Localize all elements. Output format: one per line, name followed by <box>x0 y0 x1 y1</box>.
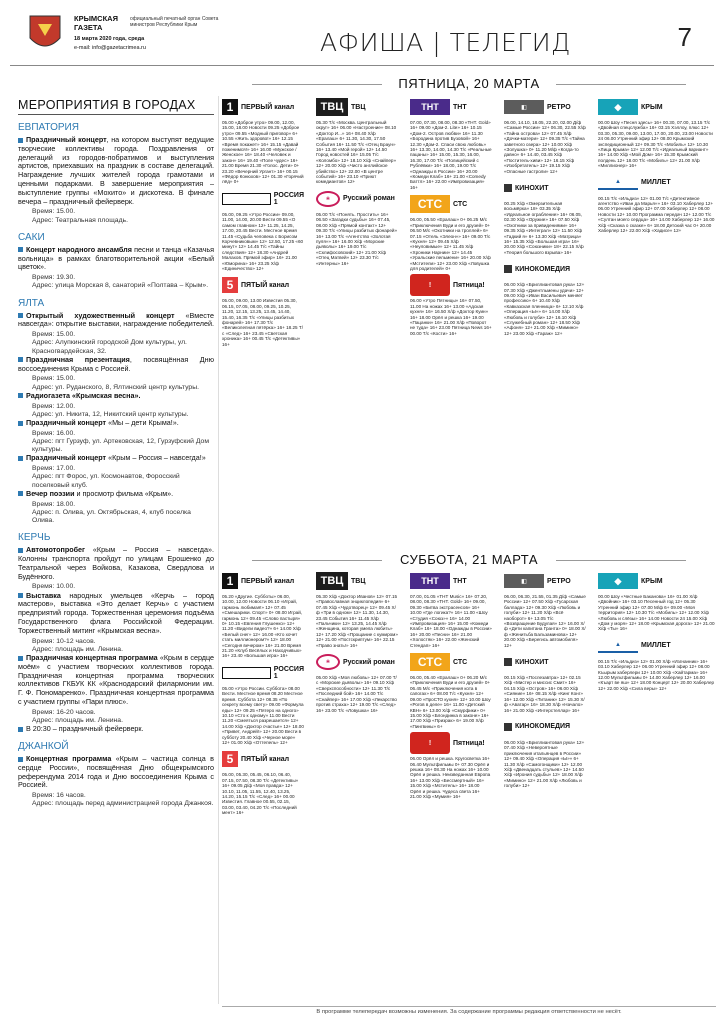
channel-header <box>598 570 716 592</box>
day-header-friday: ПЯТНИЦА, 20 МАРТА <box>222 76 716 91</box>
event-place: Адрес: улица Морская 8, санаторий «Полтава – Крым». <box>32 282 209 290</box>
event-item <box>18 419 214 428</box>
channel-block <box>410 193 492 271</box>
channel-block <box>316 570 398 648</box>
retro-logo-icon: ◧ <box>504 574 544 588</box>
event-time: Время: 15.00. <box>32 208 76 216</box>
sts-logo-icon: СТС <box>410 195 450 213</box>
channel-block <box>316 651 398 713</box>
channel-block <box>504 651 586 713</box>
channel-header <box>410 193 492 215</box>
event-text: , посвящённая Дню воссоединения Крыма с Россией. <box>18 354 214 373</box>
event-item <box>18 356 214 374</box>
event-time: Время: 12.00. <box>32 402 76 410</box>
tvc-logo-icon: ТВЦ <box>316 98 348 116</box>
tv-column-2-friday <box>316 96 398 546</box>
kino-logo-icon <box>504 723 512 731</box>
event-title: Концерт народного ансамбля <box>26 244 132 254</box>
channel-name: Русский роман <box>343 658 395 666</box>
event-place: Адрес: Алупкинский городской Дом культуры, ул. Красногвардейская, 32. <box>32 339 187 355</box>
channel-name: Пятница! <box>453 739 485 747</box>
channel-header <box>504 651 586 673</box>
channel-schedule: 05.20 «Другие. Субботы» 06.00, 10.00, 12.00 Новости 06.10 «Играй, гармонь любимая!» 12+ 07.45 «Смешарики. Спорт» 0+ 08.00 Играй, гармонь 12+ 09.45 «Слово пастыря» 0+ 10.15 «Евгения Глушенко» 12+ 11.20 «Видели видео?» 6+ 14.00 Х/ф «Белый снег» 12+ 16.00 «Кто хочет стать миллионером?» 12+ 18.00 «Сегодня вечером» 16+ 21.00 Время 21.20 «Клуб Весёлых и Находчивых» 16+ 23.40 «Большая игра» 16+ <box>222 594 303 659</box>
bullet-icon <box>18 138 23 143</box>
bullet-icon <box>18 593 23 598</box>
channel-5-logo-icon: 5 <box>222 277 238 293</box>
millet-logo-icon: ▲ <box>598 639 638 653</box>
channel-header <box>504 177 586 199</box>
channel-schedule: 00.15 Х/ф «Послезавтра» 12+ 02.15 Х/ф «Мистер и миссис Смит» 16+ 04.15 Х/ф «Остров» 16+ 06.00 Х/ф «Сияние» 16+ 08.15 Х/ф «Кинг Конг» 16+ 12.00 Х/ф «Титаник» 12+ 15.30 Х/ф «Аватар» 16+ 18.30 Х/ф «Начало» 16+ 21.00 Х/ф «Интерстеллар» 16+ <box>504 675 585 713</box>
event-title: Выставка <box>26 590 61 600</box>
city-heading: ЕВПАТОРИЯ <box>18 122 79 133</box>
event-text: народных умельцев «Керчь – город мастеров», выставка «Это делает Керчь» с участием предприятий города. Торжественная церемония подъёма Государственного флага Российской Федерации. Торжественный митинг «Крымская весна». <box>18 590 214 635</box>
footer-note: В программе телепередач возможны изменения. За содержание программы редакция ответственности не несёт. <box>222 1006 716 1015</box>
kino-logo-icon <box>504 658 512 666</box>
channel-header <box>598 635 716 657</box>
channel-schedule: 06.00 Х/ф «Бриллиантовая рука» 12+ 07.40 Х/ф «Невероятные приключения итальянцев в России» 12+ 09.40 Х/ф «Операция «Ы»» 6+ 11.30 Х/ф «Самогонщики» 12+ 12.00 Х/ф «Двенадцать стульев» 12+ 14.50 Х/ф «Ирония судьбы» 12+ 18.00 Х/ф «Мимино» 12+ 21.00 Х/ф «Любовь и голуби» 12+ <box>504 739 585 789</box>
channel-name: РОССИЯ 1 <box>273 191 304 206</box>
channel-block <box>504 96 586 174</box>
event-title: Вечер поэзии <box>26 488 75 498</box>
channel-block <box>504 570 586 648</box>
tv-column-1-saturday <box>222 570 304 1004</box>
channel-5-logo-icon: 5 <box>222 751 238 767</box>
bullet-icon <box>18 727 23 732</box>
channel-name: Пятница! <box>453 281 485 289</box>
bullet-icon <box>18 491 23 496</box>
channel-schedule: 06.00 Х/ф «Бриллиантовая рука» 12+ 07.30 Х/ф «Джентльмены удачи» 12+ 09.00 Х/ф «Иван Васильевич меняет профессию» 6+ 10.40 Х/ф «Кавказская пленница» 6+ 12.10 Х/ф «Операция «Ы»» 6+ 14.00 Х/ф «Любовь и голуби» 12+ 16.10 Х/ф «Служебный роман» 12+ 18.50 Х/ф «Афоня» 12+ 21.00 Х/ф «Мимино» 12+ 23.00 Х/ф «Гараж» 12+ <box>504 282 585 336</box>
event-text: и просмотр фильма «Крым». <box>74 488 174 498</box>
channel-header <box>410 570 492 592</box>
channel-name: МИЛЛЕТ <box>641 642 671 650</box>
channel-block <box>316 96 398 185</box>
channel-block <box>410 570 492 648</box>
event-text: «Крым – Россия – навсегда!» <box>106 453 206 463</box>
tv-column-3-saturday <box>410 570 492 1004</box>
channel-header <box>410 96 492 118</box>
event-item <box>18 392 214 401</box>
channel-schedule: 06.00, 05.40 «Ералаш» 0+ 06.20 М/с «Приключения Вуди и его друзей» 0+ 06.45 М/с «Приключения кота в сапогах» 6+ 08.00 Т/с «Кухня» 12+ 09.00 «ПроСТО кухня» 12+ 10.00 Шоу «Рогов в деле» 16+ 11.00 «Детский КВН» 6+ 13.00 Х/ф «Смурфики» 0+ 15.00 Х/ф «Блондинка в законе» 16+ 17.00 Х/ф «Призрак» 6+ 19.00 Х/ф «Пингвины» 6+ <box>410 675 491 729</box>
event-place: Адрес: ул. Руданского, 8, Ялтинский центр культуры. <box>32 383 199 391</box>
event-place: Адрес: Театральная площадь. <box>32 216 128 224</box>
channel-header <box>222 96 304 118</box>
event-item <box>18 592 214 636</box>
channel-schedule: 05.00, 09.00, 13.00 Известия 05.30, 06.15, 07.05, 08.00, 09.25, 10.25, 11.20, 12.15, 13.25, 13.45, 14.40, 15.40, 16.35 Т/с «Улицы разбитых фонарей» 16+ 17.30 Т/с «Великолепная пятёрка» 16+ 18.25 Т/с «След» 16+ 23.45 «Светская хроника» 16+ 00.45 Т/с «Детективы» 16+ <box>222 298 303 347</box>
event-place: Адрес: площадь им. Ленина. <box>32 645 123 653</box>
channel-block <box>410 651 492 729</box>
channel-schedule: 05.00 «Утро России. Суббота» 08.00 Вести. Местное время 08.20 Местное время. Суббота 12+ 08.35 «По секрету всему свету» 09.00 «Формула еды» 12+ 09.25 «Пятеро на одного» 10.10 «Сто к одному» 11.00 Вести 11.20 «Смеяться разрешается» 12+ 14.00 Х/ф «Доктор счастье» 12+ 18.00 «Привет, Андрей!» 12+ 20.00 Вести в субботу 20.40 Х/ф «Черное море» 12+ 01.00 Х/ф «Оттепель» 12+ <box>222 685 304 745</box>
day-header-saturday: СУББОТА, 21 МАРТА <box>222 552 716 567</box>
channel-header <box>316 188 398 210</box>
channel-schedule: 05.00, 05.30, 05.45, 06.10, 06.40, 07.15, 07.50, 08.30 Т/с «Детективы» 16+ 09.05 Д/ф «Моя правда» 12+ 10.10, 11.05, 11.55, 12.40, 13.25, 14.20, 15.15 Т/с «След» 16+ 00.00 Известия. Главное 00.55, 02.15, 03.00, 03.40, 04.20 Т/с «Последний мент» 16+ <box>222 772 299 816</box>
channel-name: ТВЦ <box>351 577 366 585</box>
channel-block <box>316 188 398 266</box>
channel-block <box>410 96 492 190</box>
bullet-icon <box>18 656 23 661</box>
channel-one-logo-icon: 1 <box>222 573 238 589</box>
film-icon <box>504 265 512 273</box>
event-time: Время: 15.00. <box>32 331 76 339</box>
tv-column-5-saturday <box>598 570 716 1004</box>
city-heading: КЕРЧЬ <box>18 532 51 544</box>
coat-of-arms-logo <box>20 12 70 56</box>
bullet-icon <box>18 421 23 426</box>
channel-header <box>222 748 304 770</box>
channel-name: МИЛЛЕТ <box>641 179 671 187</box>
channel-header <box>316 96 398 118</box>
russian-roman-logo-icon: ❀ <box>316 654 340 670</box>
bullet-icon <box>18 456 23 461</box>
event-time: Время: 18.00. <box>32 500 76 508</box>
event-item <box>18 136 214 206</box>
channel-block <box>222 96 304 185</box>
channel-header <box>316 651 398 673</box>
pyatnica-logo-icon: ! <box>410 274 450 296</box>
event-time: Время: 17.00. <box>32 465 76 473</box>
issue-date: 18 марта 2020 года, среда <box>74 36 145 42</box>
channel-schedule: 00.25 Х/ф «Омерзительная восьмёрка» 18+ 03.35 Х/ф «Идеальное ограбление» 16+ 06.05, 02.30 Х/ф «Оружие» 16+ 07.50 Х/ф «Охотники за привидениями» 16+ 09.35 Х/ф «Интеграл» 12+ 11.50 Х/ф «Гадкий я» 6+ 13.30 Х/ф «Матрица» 16+ 15.35 Х/ф «Большая игра» 16+ 20.00 Х/ф «Союзники» 18+ 22.15 Х/ф «Теория большого взрыва» 16+ <box>504 201 584 255</box>
channel-name: РЕТРО <box>547 577 571 585</box>
channel-schedule: 05.00 Х/ф «Моя любовь» 12+ 07.00 Т/с «Морские дьяволы» 16+ 09.10 Х/ф «Сверхспособности» 12+ 11.30 Т/с «Последний бой» 16+ 14.00 Т/с «Снайпер» 16+ 17.00 Х/ф «Лекарство против страха» 12+ 19.00 Т/с «След» 16+ 23.00 Т/с «Ловушка» 16+ <box>316 675 397 713</box>
channel-header <box>504 570 586 592</box>
channel-name: КРЫМ <box>641 577 663 585</box>
channel-header <box>598 96 716 118</box>
bullet-icon <box>18 757 23 762</box>
paper-name: КРЫМСКАЯ ГАЗЕТА <box>74 14 118 32</box>
event-place: Адрес: площадь перед администрацией города Джанкоя. <box>32 800 214 808</box>
channel-schedule: 05.00 Т/с «Понять. Простить» 16+ 06.50 «Загадки судьбы» 16+ 07.45, 08.00 Х/ф «Прямой контакт» 12+ 09.30 Т/с «Улицы разбитых фонарей» 16+ 13.00 Т/с «Агентство «Золотая пуля»» 16+ 16.00 Х/ф «Морские дьяволы» 16+ 19.00 Т/с «Склифосовский» 12+ 21.00 Х/ф «Отец Матвей» 12+ 23.30 Т/с «Интерны» 16+ <box>316 211 397 266</box>
millet-logo-icon: ▲ <box>598 176 638 190</box>
channel-block <box>504 716 586 789</box>
event-item <box>18 246 214 272</box>
event-place: Адрес: пгт Форос, ул. Космонавтов, Форосский поселковый клуб. <box>32 473 180 489</box>
channel-schedule: 06.00 «Утро Пятницы» 16+ 07.50, 11.00 На ножах 16+ 13.00 «Адская кухня» 16+ 16.50 Х/ф «Доктор Куин» 16+ 18.00 Орёл и решка 16+ 19.00 «Пацанки» 16+ 21.00 Х/ф «Поворот не туда» 16+ 23.00 Пятница News 16+ 00.00 Т/с «Кости» 16+ <box>410 298 492 336</box>
russian-roman-logo-icon: ❀ <box>316 191 340 207</box>
issue-email: e-mail: info@gazetacrimea.ru <box>74 45 146 51</box>
russia-1-logo-icon <box>222 667 271 679</box>
channel-name: КИНОХИТ <box>515 658 549 666</box>
event-time: Время: 16 часов. <box>32 792 86 800</box>
channel-schedule: 05.00, 09.25 «Утро России» 09.00, 11.00, 14.00, 20.00 Вести 09.55 «О самом главном» 12+ 11.25, 14.25, 17.00, 20.45 Вести. Местное время 11.45 «Судьба человека с Борисом Корчевниковым» 12+ 12.50, 17.25 «60 минут» 12+ 14.45 Т/с «Тайны следствия» 12+ 18.30 «Андрей Малахов. Прямой эфир» 16+ 21.00 «Юморина» 16+ 23.25 Х/ф «Единичество» 12+ <box>222 211 304 271</box>
channel-name: КИНОКОМЕДИЯ <box>515 265 571 273</box>
channel-name: КИНОКОМЕДИЯ <box>515 723 571 731</box>
page-number: 7 <box>677 22 692 52</box>
channel-name: Русский роман <box>343 195 395 203</box>
channel-header <box>504 258 586 280</box>
event-item <box>18 490 214 499</box>
bullet-icon <box>18 393 23 398</box>
event-text: , на котором выступят ведущие творческие коллективы города. Поздравления от делегаций из городов-побратимов и выступления артистов, приехавших на праздник в составе делегаций. Награждение лучших жителей города грамотами и ценными подарками. В завершение мероприятия – выступление группы «Мохито» и дискотека. В финале вечера – праздничный фейерверк. <box>18 135 214 206</box>
tnt-logo-icon: ТНТ <box>410 99 450 115</box>
tv-column-5-friday <box>598 96 716 546</box>
channel-name: ПЯТЫЙ канал <box>241 755 290 763</box>
sts-logo-icon: СТС <box>410 653 450 671</box>
event-title: Праздничная презентация <box>26 354 130 364</box>
tvc-logo-icon: ТВЦ <box>316 572 348 590</box>
event-text: «Крым в сердце моём» с участием творческих коллективов города. Праздничная концертная программа творческих коллективов ГКБУК КК «Краснодарский филармонии им. Г. Ф. Пономаренко». Праздничная концертная программа с участием группы «Пари плюс». <box>18 652 215 706</box>
kino-logo-icon <box>504 184 512 192</box>
channel-block <box>222 274 304 347</box>
channel-name: ТНТ <box>453 577 467 585</box>
russia-1-logo-icon <box>222 193 271 205</box>
event-title: Автомотопробег <box>26 545 86 555</box>
channel-schedule: 07.00, 01.05 «ТНТ Music» 16+ 07.20, 08.00, 08.30 «ТНТ. Gold» 16+ 09.00, 09.30 «Битва экстрасенсов» 16+ 10.00 «Где логика?» 16+ 11.00 «Шоу «Студия «Союз»» 16+ 14.00 «Импровизация» 16+ 15.00 «Комеди Клаб» 16+ 18.00 «Однажды в России» 16+ 20.00 «Песни» 16+ 21.00 «Холостяк» 16+ 22.00 «Женский Стендап» 16+ <box>410 594 492 648</box>
city-heading: ДЖАНКОЙ <box>18 740 69 752</box>
event-time: Время: 10.00. <box>32 583 76 591</box>
channel-name: ПЯТЫЙ канал <box>241 281 290 289</box>
tv-column-4-saturday <box>504 570 586 1004</box>
event-time: Время: 10-12 часов. <box>32 637 96 645</box>
event-place: Адрес: ул. Никита, 12, Никитский центр культуры. <box>32 410 189 418</box>
channel-block <box>598 96 716 169</box>
krym-logo-icon: ◆ <box>598 573 638 589</box>
bullet-icon <box>18 313 23 318</box>
channel-block <box>222 748 304 815</box>
channel-name: СТС <box>453 658 468 666</box>
event-item <box>18 755 214 790</box>
events-title: МЕРОПРИЯТИЯ В ГОРОДАХ <box>18 98 214 115</box>
channel-schedule: 06.00, 14.10, 18.05, 22.20, 02.00 Д/ф «Самые России» 12+ 06.30, 22.55 Х/ф «Тайна острова» 12+ 07.45 Х/ф «Дочки-матери» 12+ 09.35 Т/с «Тайна заветного озера» 12+ 10.00 Х/ф «Золушка» 0+ 11.20 М/ф «Когда-то давно» 6+ 14.40, 03.45 Х/ф «Поститель-хиви» 12+ 16.15 Х/ф «Изобретатель» 12+ 19.15 Х/ф «Опасные гастроли» 12+ <box>504 120 586 174</box>
event-time: Время: 16.00. <box>32 429 76 437</box>
channel-schedule: 06.00, 06.30, 21.55, 01.35 Д/ф «Самые России» 12+ 07.50 Х/ф «Гусарская баллада» 12+ 09.30 Х/ф «Любовь и голуби» 12+ 11.20 Х/ф «Всё наоборот» 6+ 13.05 Т/с «Возвращение Будулая» 12+ 16.00 Х/ф «Дети капитана Гранта» 0+ 18.00 Х/ф «Женитьба Бальзаминова» 12+ 20.00 Х/ф «Берегись автомобиля» 12+ <box>504 594 586 648</box>
film-icon <box>504 184 512 192</box>
krym-logo-icon: ◆ <box>598 99 638 115</box>
channel-schedule: 05.30 Х/ф «Доктор Иванов» 12+ 07.15 «Православная энциклопедия» 6+ 07.45 Х/ф «Чудотворец» 12+ 09.45 Х/ф «Три в одном» 12+ 11.30, 14.30, 23.45 События 16+ 11.45 Х/ф «Пальчики» 12+ 13.25, 14.45 Х/ф «Женщина, которая умела любить» 12+ 17.20 Х/ф «Прощание с кумиром» 12+ 21.00 «Постскриптум» 16+ 22.15 «Право знать!» 16+ <box>316 594 398 648</box>
channel-block <box>504 177 586 255</box>
channel-name: ТНТ <box>453 103 467 111</box>
channel-schedule: 00.00 Шоу «Песня здесь» 16+ 00.30, 07.00, 13.15 Т/с «Двойная спецслужба» 16+ 03.15 Хэллоу, плюс 12+ 03.30, 05.30, 09.00, 13.00, 17.00, 20.00, 23.00 Новости 24 06.00 Утренний эфир 12+ 08.00 Крымский экспедиционный 12+ 09.30 Т/с «Мобиль» 12+ 10.30 «Лица Крыма» 12+ 12.00 Т/с «Идеальный вариант» 16+ 14.00 Х/ф «Мой Дом» 16+ 15.30 Крымский полдень 12+ 18.00 Т/с «Мобиль» 12+ 21.00 Х/ф «Миллионер» 16+ <box>598 120 713 169</box>
event-item <box>18 312 214 330</box>
tnt-logo-icon: ТНТ <box>410 573 450 589</box>
kino-logo-icon <box>504 265 512 273</box>
event-title: Открытый художественный концерт <box>26 310 175 320</box>
event-item <box>18 725 214 734</box>
channel-name: СТС <box>453 200 468 208</box>
event-title: Праздничная концертная программа <box>26 652 158 662</box>
section-title: АФИША | ТЕЛЕГИД <box>320 28 571 57</box>
retro-logo-icon: ◧ <box>504 100 544 114</box>
events-column <box>18 98 214 809</box>
city-heading: ЯЛТА <box>18 297 45 309</box>
event-item <box>18 546 214 581</box>
film-icon <box>504 723 512 731</box>
city-heading: САКИ <box>18 231 45 243</box>
event-title: Праздничный концерт <box>26 453 107 463</box>
channel-header <box>504 96 586 118</box>
channel-name: КИНОХИТ <box>515 184 549 192</box>
event-title: Радиогазета «Крымская весна». <box>26 390 141 400</box>
channel-header <box>222 188 304 210</box>
event-time: Время: 16-20 часов. <box>32 708 96 716</box>
channel-name: ПЕРВЫЙ канал <box>241 103 295 111</box>
masthead <box>10 8 714 66</box>
event-place: Адрес: п. Олива, ул. Октябрьская, 4, клуб поселка Олива. <box>32 508 191 524</box>
film-icon <box>504 658 512 666</box>
event-text: «Крым – Россия – навсегда». Колонны транспорта пройдут по улицам Ерошенко до Театральной через Войкова, Казакова, Свердлова и Будённого. <box>18 545 214 581</box>
channel-block <box>410 732 492 799</box>
channel-header <box>222 662 304 684</box>
event-text: «Крым – частица солнца в сердце России», посвящённая Дню общекрымского референдума 2014 года и Дню воссоединения Крыма с Россией. <box>18 753 214 790</box>
channel-header <box>504 716 586 738</box>
channel-block <box>222 570 304 659</box>
channel-block <box>598 172 716 234</box>
event-text: песни и танца «Казачья вольница» в рамках благотворительной акции «Белый цветок». <box>18 244 214 272</box>
channel-name: РЕТРО <box>547 103 571 111</box>
channel-name: ТВЦ <box>351 103 366 111</box>
tv-column-3-friday <box>410 96 492 546</box>
event-text: «Мы – дети Крыма!». <box>106 417 179 427</box>
channel-schedule: 00.15 Т/с «Ильдиз» 12+ 01.00 Т/с «Детективное агентство «Иван да Марья»» 16+ 03.10 Хаберлер 12+ 06.00 Утренний эфир 12+ 07.00 Хаберлер 12+ 08.00 Новости 12+ 10.00 Программа передач 12+ 12.00 Т/с «Султан моего сердца» 16+ 14.00 Хаберлер 12+ 16.00 Х/ф «Сказка о сказке» 6+ 18.00 Детский час 0+ 20.00 Хаберлер 12+ 22.00 Х/ф «Хадисе» 12+ <box>598 195 715 234</box>
channel-name: КРЫМ <box>641 103 663 111</box>
channel-schedule: 05.30 Т/с «Москва. Центральный округ» 16+ 06.00 «Настроение» 08.10 «Доктор И...» 16+ 08.40 Х/ф «Ералаш» 6+ 11.30, 14.30, 17.50 События 16+ 11.50 Т/с «Отец Браун» 16+ 13.40 «Мой герой» 12+ 14.50 Город новостей 16+ 15.05 Т/с «Коломбо» 12+ 18.10 Х/ф «Снайпер» 12+ 20.00 Х/ф «Чисто английское убийство» 12+ 22.00 «В центре событий» 16+ 23.10 «Приют комедиантов» 12+ <box>316 120 397 185</box>
channel-schedule: 00.15 Т/с «Ильдиз» 12+ 01.00 Х/ф «Изгнанник» 16+ 03.10 Хаберлер 12+ 06.00 Утренний эфир 12+ 08.00 Къырым хаберлери 12+ 10.00 Х/ф «Хайтарма» 16+ 12.00 Мультфильмы 0+ 14.00 Хаберлер 12+ 16.00 «Къарт ве яш» 12+ 18.00 Концерт 12+ 20.00 Хаберлер 12+ 22.00 Х/ф «Сила веры» 12+ <box>598 658 715 691</box>
channel-block <box>504 258 586 336</box>
event-item <box>18 454 214 463</box>
channel-block <box>598 635 716 691</box>
channel-block <box>222 662 304 745</box>
pyatnica-logo-icon: ! <box>410 732 450 754</box>
event-text: В 20:30 – праздничный фейерверк. <box>26 724 144 734</box>
paper-subtitle: официальный печатный орган Совета министров Республики Крым <box>130 16 219 28</box>
bullet-icon <box>18 357 23 362</box>
event-place: Адрес: площадь им. Ленина. <box>32 716 123 724</box>
channel-header <box>316 570 398 592</box>
channel-header <box>222 570 304 592</box>
channel-block <box>598 570 716 632</box>
channel-schedule: 00.00 Шоу «Честные Баканова» 16+ 01.00 Х/ф «Двойник» 16+ 03.10 Песенный год 12+ 05.30 Утренний эфир 12+ 07.00 М/ф 6+ 09.00 «Моя территория» 12+ 10.30 Т/с «Мобиль» 12+ 12.00 Х/ф «Любовь и слёзы» 16+ 14.00 Новости 24 15.00 Х/ф «Дом у моря» 12+ 18.00 «Крымская дорога» 12+ 21.00 Х/ф «Ты» 16+ <box>598 594 715 632</box>
bullet-icon <box>18 247 23 252</box>
channel-header <box>410 274 492 296</box>
event-place: Адрес: пгт Гурзуф, ул. Артековская, 12, Гурзуфский Дом культуры. <box>32 437 210 454</box>
channel-schedule: 05.00 «Доброе утро» 09.00, 12.00, 15.00, 18.00 Новости 09.25 «Доброе утро» 09.55 «Модный приговор» 6+ 10.55 «Жить здорово!» 16+ 12.15 «Время покажет» 16+ 15.15 «Давай поженимся!» 16+ 16.00 «Мужское / Женское» 16+ 18.40 «Человек и закон» 16+ 19.40 «Поле чудес» 16+ 21.00 Время 21.30 «Голос. Дети» 0+ 23.20 «Вечерний Ургант» 16+ 00.15 «Фёдор Конюхов» 12+ 01.30 «Горячий лёд» 0+ <box>222 120 304 185</box>
tv-column-4-friday <box>504 96 586 546</box>
event-text: «Вместе навсегда»: открытие выставки, награждение победителей. <box>18 310 215 329</box>
event-time: Время: 19.30. <box>32 274 76 282</box>
column-divider <box>218 96 219 1004</box>
tv-column-1-friday <box>222 96 304 546</box>
channel-name: РОССИЯ 1 <box>273 665 304 680</box>
channel-schedule: 06.00 Орёл и решка. Кругосветка 16+ 06.40 Мультфильмы 0+ 07.30 Орёл и решка 16+ 08.30 На ножах 16+ 10.00 Орёл и решка. Неизведанная Европа 16+ 13.00 Х/ф «Бессмертный» 16+ 15.00 Х/ф «Мститель» 16+ 18.00 Орёл и решка. Чудеса света 16+ 21.00 Х/ф «Мумия» 16+ <box>410 756 491 799</box>
event-title: Концертная программа <box>26 753 112 763</box>
channel-header <box>222 274 304 296</box>
event-title: Праздничный концерт <box>26 417 107 427</box>
tv-column-2-saturday <box>316 570 398 1004</box>
channel-schedule: 07.00, 07.30, 08.00, 08.30 «ТНТ. Gold» 16+ 09.00 «Дом-2. Lite» 16+ 10.15 «Дом-2. Остров любви» 16+ 11.30 «Бородина против Бузовой» 16+ 12.30 «Дом-2. Спаси свою любовь» 16+ 13.30, 14.00, 14.30 Т/с «Реальные пацаны» 16+ 15.00, 15.30, 16.00, 16.30, 17.00 Т/с «Полицейский с Рублёвки» 16+ 18.00, 19.00 Т/с «Однажды в России» 16+ 20.00 «Комеди Клаб» 16+ 21.00 «Comedy Баттл» 16+ 22.00 «Импровизация» 16+ <box>410 120 492 190</box>
channel-header <box>410 651 492 673</box>
channel-header <box>410 732 492 754</box>
channel-name: ПЕРВЫЙ канал <box>241 577 295 585</box>
channel-block <box>410 274 492 336</box>
channel-block <box>222 188 304 271</box>
channel-one-logo-icon: 1 <box>222 99 238 115</box>
channel-header <box>598 172 716 194</box>
bullet-icon <box>18 548 23 553</box>
event-time: Время: 15.00. <box>32 375 76 383</box>
event-title: Праздничный концерт <box>26 135 107 144</box>
channel-schedule: 06.00, 05.50 «Ералаш» 0+ 06.25 М/с «Приключения Вуди и его друзей» 0+ 06.50 М/с «Охотники на троллей» 6+ 07.15 «Отель «Элеон»» 16+ 09.00 Т/с «Кухня» 12+ 09.45 Х/ф «Неуловимые» 12+ 11.45 Х/ф «Хроники Нарнии» 12+ 14.45 «Уральские пельмени» 16+ 20.00 Х/ф «Мстители» 12+ 23.00 Х/ф «Ловушка для родителей» 0+ <box>410 217 491 271</box>
event-item <box>18 654 214 707</box>
